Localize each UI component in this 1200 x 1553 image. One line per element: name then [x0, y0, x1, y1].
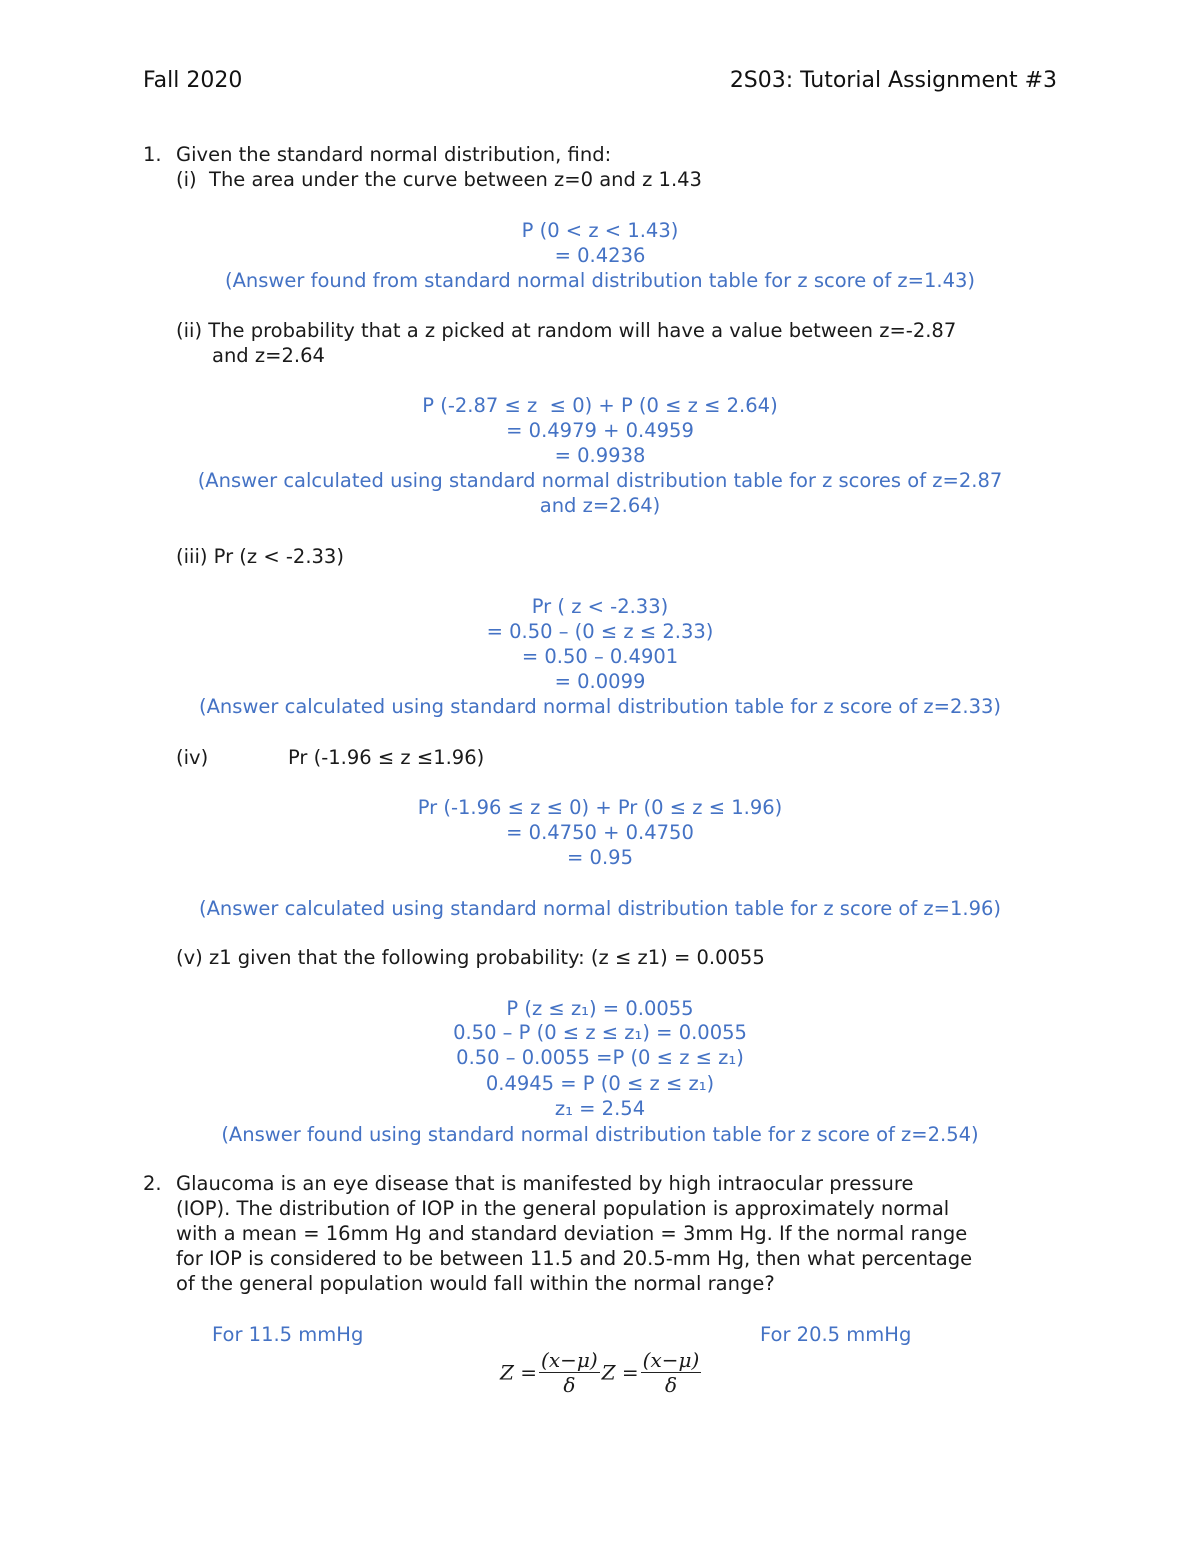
q1-iii-answer-line: = 0.0099 [554, 670, 646, 693]
header-title: 2S03: Tutorial Assignment #3 [729, 68, 1057, 93]
formula-denominator-right: δ [664, 1373, 678, 1397]
q1-iv-answer-line: = 0.4750 + 0.4750 [506, 821, 694, 844]
q1-iv-label: (iv) [176, 746, 209, 769]
q1-v-answer-line: 0.50 – 0.0055 =P (0 ≤ z ≤ z₁) [456, 1046, 744, 1069]
q2-text-line: (IOP). The distribution of IOP in the general population is approximately normal [176, 1197, 950, 1220]
formula-numerator-right: (x−μ) [642, 1348, 700, 1372]
q1-ii-answer-line: P (-2.87 ≤ z ≤ 0) + P (0 ≤ z ≤ 2.64) [422, 394, 778, 417]
q1-v-note: (Answer found using standard normal distribution table for z score of z=2.54) [221, 1123, 979, 1146]
q2-text-line: for IOP is considered to be between 11.5 and 20.5-mm Hg, then what percentage [176, 1247, 973, 1270]
formula-numerator-left: (x−μ) [541, 1348, 598, 1372]
q1-iv-note: (Answer calculated using standard normal distribution table for z score of z=1.96) [198, 897, 1001, 920]
q1-iv-text: Pr (-1.96 ≤ z ≤1.96) [288, 746, 485, 769]
q1-iii-answer-line: = 0.50 – (0 ≤ z ≤ 2.33) [486, 620, 714, 643]
z-score-formula [500, 1348, 703, 1397]
q1-ii-text: (ii) The probability that a z picked at random will have a value between z=-2.87 [176, 319, 957, 342]
formula-denominator-left: δ [563, 1373, 576, 1397]
q1-v-answer-line: z₁ = 2.54 [554, 1097, 646, 1120]
q1-iii-text: (iii) Pr (z < -2.33) [176, 545, 344, 568]
q1-ii-note-cont: and z=2.64) [539, 494, 661, 517]
q2-text-line: of the general population would fall within the normal range? [176, 1272, 775, 1295]
q2-text-line: Glaucoma is an eye disease that is manifested by high intraocular pressure [176, 1172, 914, 1195]
q1-ii-note: (Answer calculated using standard normal distribution table for z scores of z=2.87 [197, 469, 1003, 492]
q1-v-answer-line: 0.50 – P (0 ≤ z ≤ z₁) = 0.0055 [453, 1021, 747, 1044]
q1-iv-answer-line: = 0.95 [567, 846, 633, 869]
header-term: Fall 2020 [143, 68, 243, 93]
formula-z-left: Z = [500, 1360, 538, 1385]
q1-iii-answer-line: Pr ( z < -2.33) [531, 595, 669, 618]
q1-iii-note: (Answer calculated using standard normal distribution table for z score of z=2.33) [198, 695, 1001, 718]
q1-ii-answer-line: = 0.4979 + 0.4959 [506, 419, 694, 442]
q1-v-answer-line: 0.4945 = P (0 ≤ z ≤ z₁) [485, 1072, 715, 1095]
q1-v-text: (v) z1 given that the following probability: (z ≤ z1) = 0.0055 [176, 946, 765, 969]
formula-fraction-left [539, 1348, 600, 1397]
q1-v-answer-line: P (z ≤ z₁) = 0.0055 [506, 997, 694, 1020]
q1-i-note: (Answer found from standard normal distribution table for z score of z=1.43) [224, 269, 976, 292]
q2-number: 2. [143, 1172, 162, 1195]
q1-prompt: Given the standard normal distribution, find: [176, 143, 612, 166]
q1-iii-answer-line: = 0.50 – 0.4901 [521, 645, 679, 668]
q1-number: 1. [143, 143, 162, 166]
q1-i-text: (i) The area under the curve between z=0 and z 1.43 [176, 168, 702, 191]
q1-i-answer-line: P (0 < z < 1.43) [521, 219, 679, 242]
q2-right-label: For 20.5 mmHg [760, 1323, 912, 1346]
q1-i-answer-line: = 0.4236 [554, 244, 646, 267]
q1-ii-answer-line: = 0.9938 [554, 444, 646, 467]
q2-text-line: with a mean = 16mm Hg and standard deviation = 3mm Hg. If the normal range [176, 1222, 968, 1245]
q1-iv-answer-line: Pr (-1.96 ≤ z ≤ 0) + Pr (0 ≤ z ≤ 1.96) [417, 796, 783, 819]
q2-left-label: For 11.5 mmHg [212, 1323, 364, 1346]
q1-ii-text-cont: and z=2.64 [212, 344, 325, 367]
formula-fraction-right [641, 1348, 702, 1397]
formula-z-right: Z = [601, 1360, 639, 1385]
